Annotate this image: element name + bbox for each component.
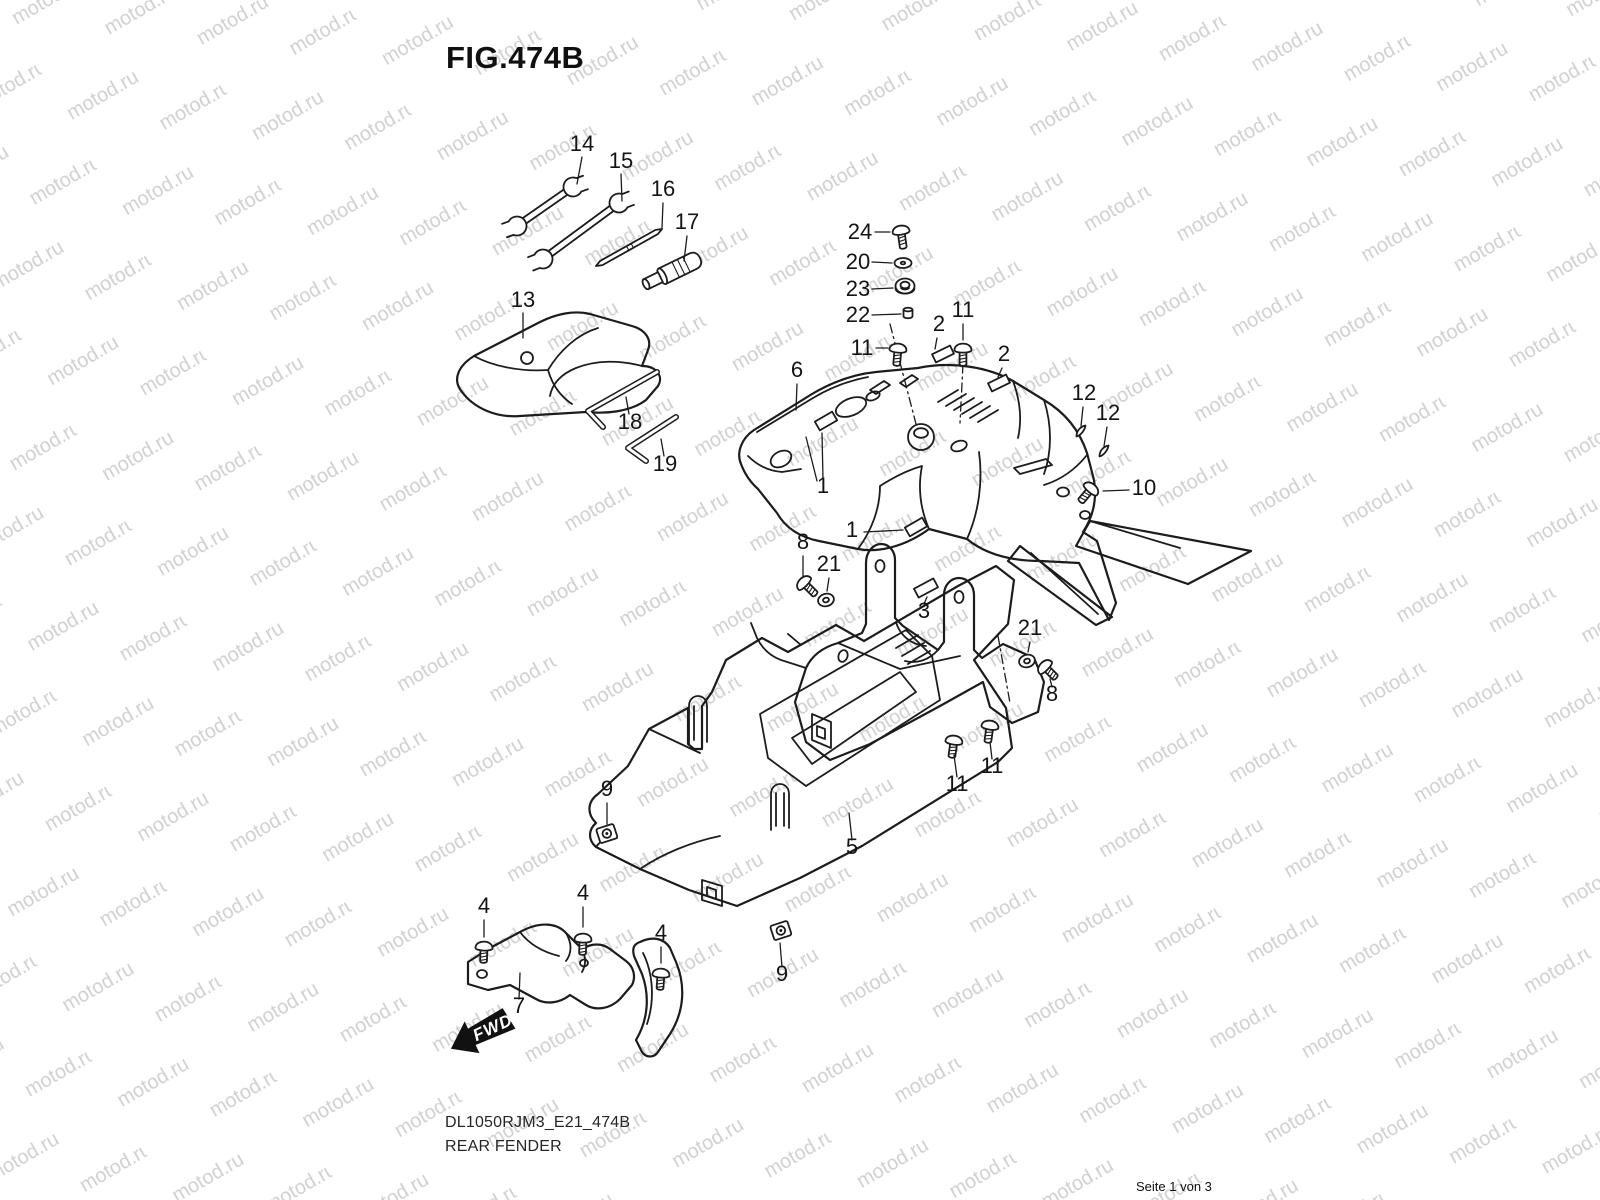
grommet [896,279,915,294]
part-label-3: 3 [917,598,931,623]
screw-11 [888,343,907,367]
fasteners-group [475,224,1111,990]
part-label-21: 21 [1017,615,1043,640]
rear-slot [1014,459,1052,474]
bracket-hole-left [477,970,487,978]
path-shape [945,734,963,745]
part-label-5: 5 [845,834,859,859]
leader-line [1081,407,1083,426]
tools-group [502,176,676,461]
leader-line [1103,490,1129,491]
part-label-8: 8 [1045,681,1059,706]
leader-line [796,384,797,410]
part-label-12: 12 [1095,400,1121,425]
tower-hole-1 [876,560,885,572]
side-hole-1 [1057,488,1069,497]
path-shape [904,308,913,319]
tool-bag-button [521,352,533,364]
screw-24 [892,224,912,249]
part-label-11: 11 [945,771,969,796]
part-label-10: 10 [1131,475,1157,500]
rect-shape [988,375,1010,392]
side-flap-outline [633,939,682,1057]
screw-8 [794,573,822,601]
part-label-4: 4 [576,880,590,905]
part-label-4: 4 [654,920,668,945]
path-shape [502,216,526,237]
part-label-11: 11 [951,297,975,322]
part-label-16: 16 [650,176,676,201]
path-shape [564,176,588,197]
screw-11 [943,734,963,758]
line-shape [526,195,568,224]
path-shape [574,933,591,943]
path-shape [892,224,910,235]
bracket-inner-line [748,456,801,472]
fwd-arrow-label: FWD [469,1010,516,1046]
figure-title: FIG.474B [446,40,585,75]
tool-wrench-14 [502,176,588,237]
center-boss-hole [914,428,928,438]
leader-line [662,203,663,228]
spacer-pin [904,308,913,319]
part-label-1: 1 [845,517,859,542]
ellipse-shape [1018,653,1037,669]
pad-1 [815,412,837,431]
tool-bag-outline [457,312,660,416]
plate-3 [914,578,938,597]
rear-wing [1076,521,1251,584]
part-label-15: 15 [608,148,634,173]
tower-hole-2 [955,591,964,603]
body-hole [837,649,850,663]
part-label-2: 2 [932,311,946,336]
plate-2 [988,375,1010,392]
washer [895,258,912,268]
part-label-23: 23 [845,276,871,301]
drawing-code: DL1050RJM3_E21_474B [445,1114,631,1131]
part-label-20: 20 [845,249,871,274]
bracket-hole [768,447,794,471]
side-hole-2 [1080,511,1090,519]
path-shape [652,968,670,978]
u-tab-2 [771,784,789,830]
leader-line [806,437,817,481]
bottom-bracket [468,925,682,1057]
screw-11 [979,719,999,743]
body-creases [967,381,1087,539]
top-opening [833,393,869,421]
fwd-arrow [443,1003,519,1063]
washer [817,592,836,608]
washer [1018,653,1037,669]
leader-line [872,262,892,263]
path-shape [528,250,552,271]
path-shape [596,229,662,266]
leader-line [935,338,937,349]
ellipse-shape [895,258,912,268]
part-label-12: 12 [1071,380,1097,405]
bracket-outline [468,925,634,1009]
part-label-2: 2 [997,341,1011,366]
part-label-1: 1 [816,473,830,498]
part-label-11: 11 [850,335,874,360]
rect-shape [815,412,837,431]
screw-4 [475,941,493,963]
screw-11 [955,344,972,366]
rear-boss [950,439,968,453]
clip-nut [596,824,618,844]
path-shape [475,941,492,951]
leader-line [872,288,893,289]
part-label-8: 8 [796,529,810,554]
part-label-11: 11 [980,753,1004,778]
leader-line [1104,427,1107,446]
path-shape [955,344,972,353]
part-label-17: 17 [674,209,700,234]
line-shape [552,211,614,257]
part-label-18: 18 [617,409,643,434]
ellipse-shape [817,592,836,608]
part-label-4: 4 [477,893,491,918]
tool-bag [457,312,660,416]
rect-shape [914,578,938,597]
screw-10 [1074,479,1101,507]
screw-4 [651,968,669,990]
part-label-6: 6 [790,357,804,382]
clip-nut [770,921,792,941]
middle-fender-outline [795,544,1044,760]
path-shape [889,343,907,353]
part-label-21: 21 [816,551,842,576]
lower-panel [760,630,940,786]
tool-plug-wrench [640,250,704,293]
part-label-9: 9 [775,961,789,986]
tool-rod-16 [596,229,662,266]
line-shape [522,189,564,218]
drawing-name: REAR FENDER [445,1138,562,1155]
side-flap-line [643,953,652,1024]
part-label-7: 7 [512,993,526,1018]
path-shape [981,719,999,730]
grille-ribs [938,390,998,422]
page-indicator: Seite 1 von 3 [1136,1179,1212,1194]
part-label-22: 22 [845,302,871,327]
part-label-19: 19 [652,451,678,476]
part-label-9: 9 [600,776,614,801]
line-shape [548,205,610,251]
square-hole-tab [702,880,722,906]
leader-line [872,314,901,315]
leader-line [827,578,829,591]
part-label-14: 14 [569,131,595,156]
leader-line [1028,642,1030,652]
part-label-24: 24 [847,219,873,244]
part-label-13: 13 [510,287,536,312]
front-flange-line [757,377,868,432]
